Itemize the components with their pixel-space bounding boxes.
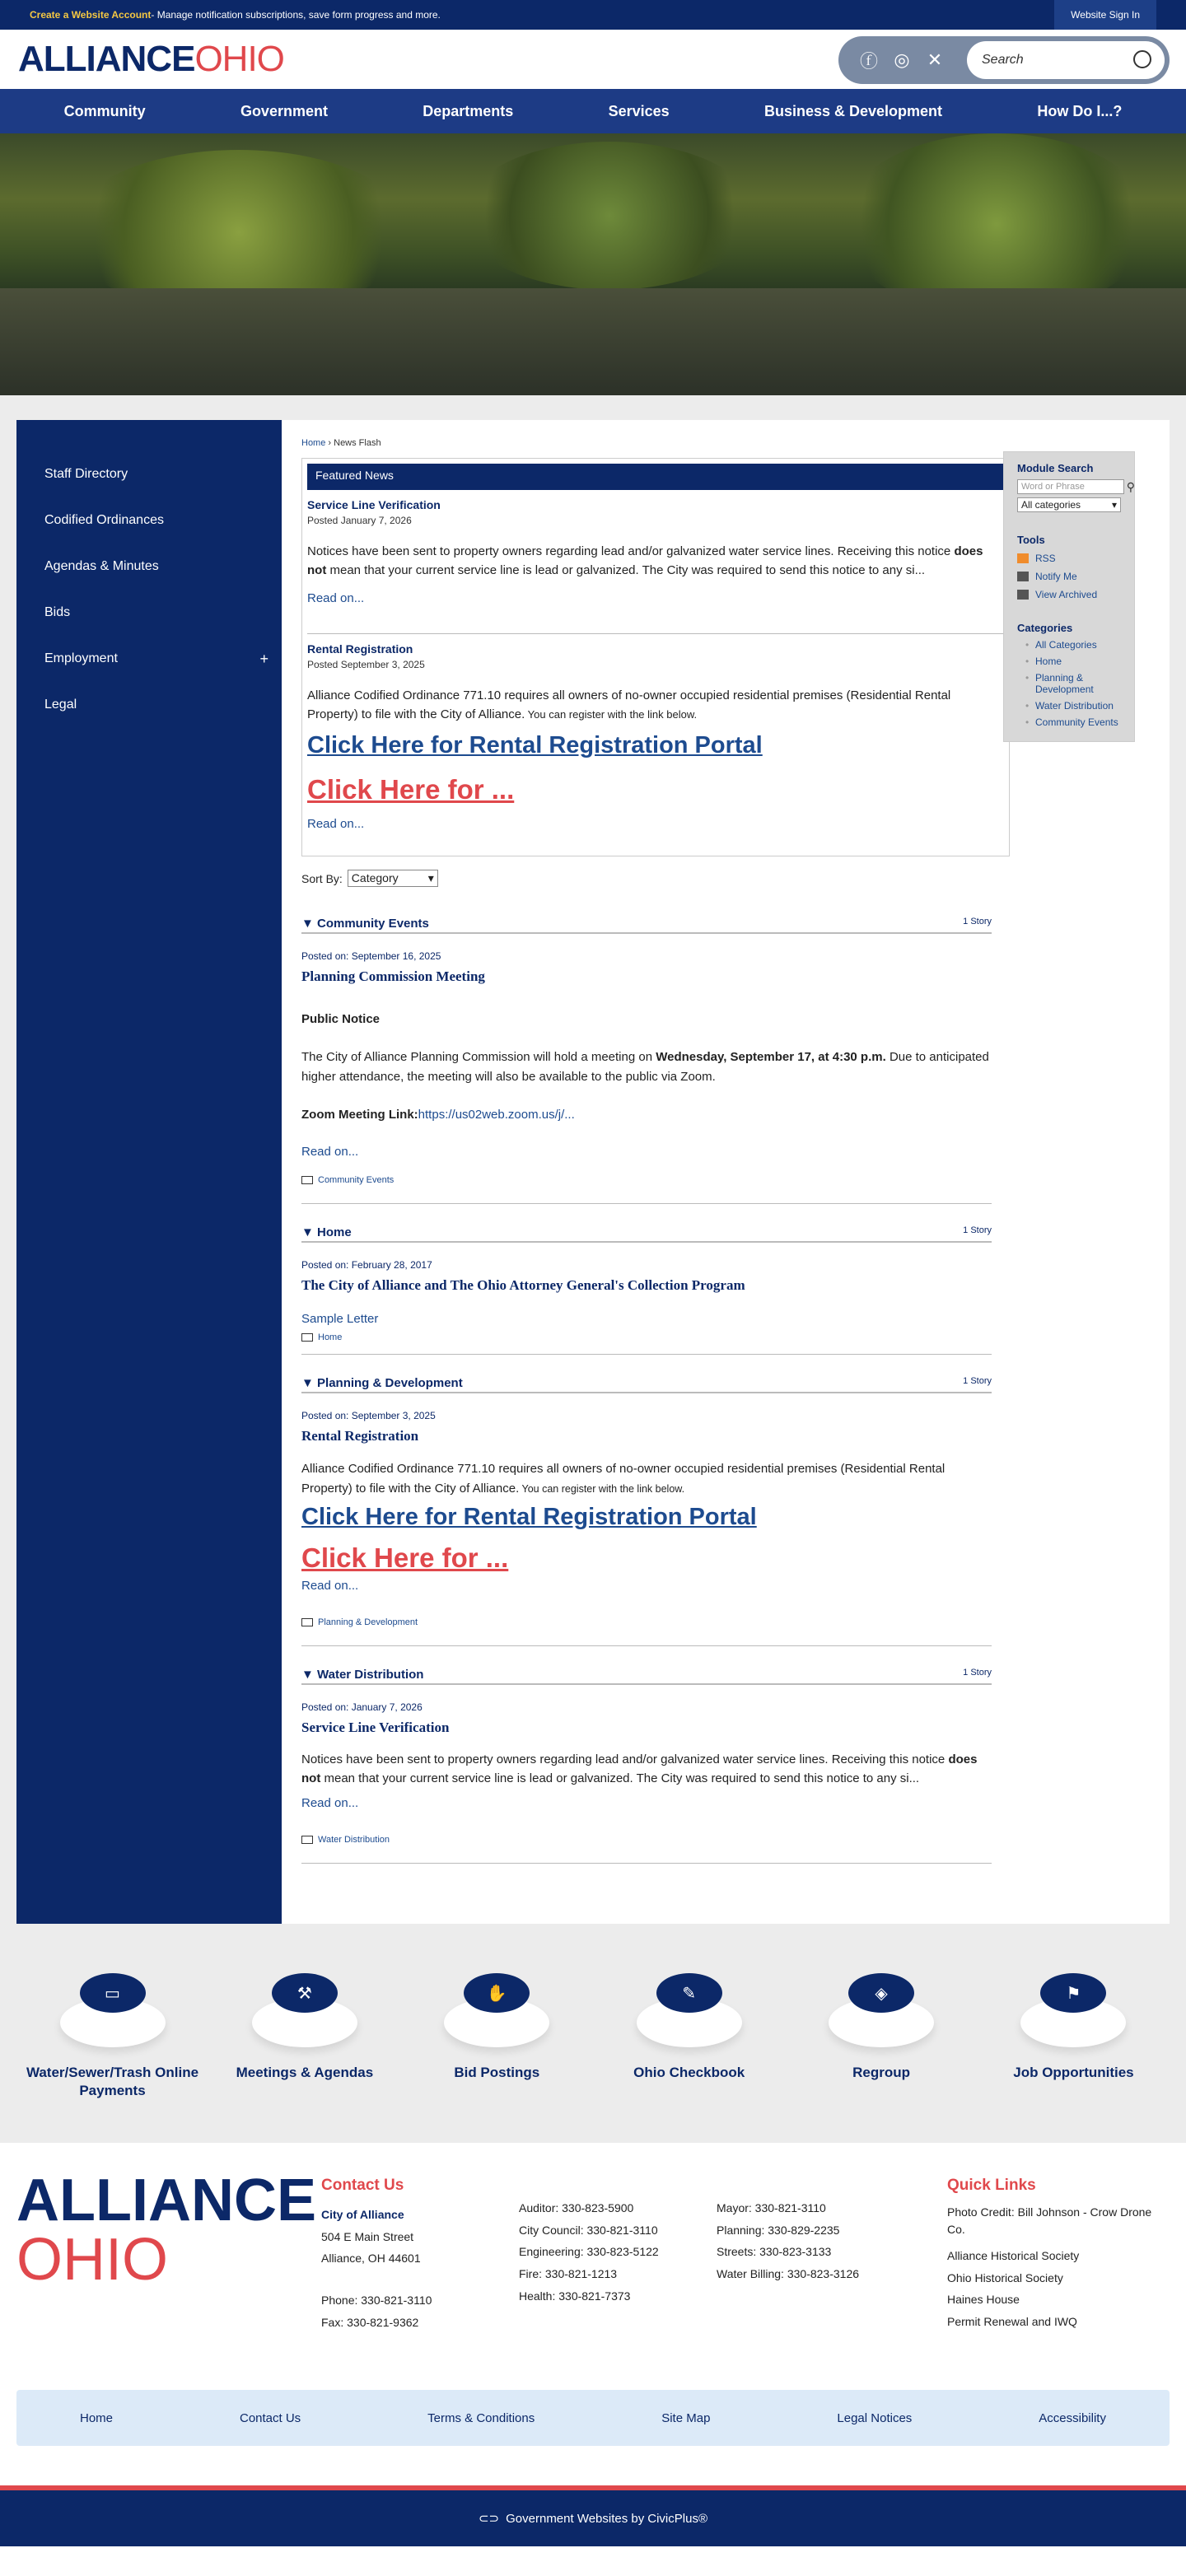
featured-news xyxy=(301,458,1010,856)
footer-contact-col2: Auditor: 330-823-5900 City Council: 330-821-3110 Engineering: 330-823-5122 Fire: 330-821-1213 Health: 330-821-7373 xyxy=(519,2201,659,2303)
nav-government[interactable]: Government xyxy=(240,102,328,119)
search-input[interactable]: Search xyxy=(967,41,1165,79)
rss-link[interactable]: RSS xyxy=(1017,553,1121,564)
main-wrapper xyxy=(0,395,1186,1924)
map-icon: ◈ xyxy=(848,1973,914,2013)
footer-terms-link[interactable]: Terms & Conditions xyxy=(427,2410,535,2425)
quick-icons xyxy=(0,1924,1186,2143)
nav-departments[interactable]: Departments xyxy=(423,102,514,119)
footer-quick-links: Quick Links Photo Credit: Bill Johnson - Crow Drone Co. Alliance Historical Society Ohio Historical Society Haines House Permit Renewal and IWQ xyxy=(947,2171,1170,2390)
site-header xyxy=(0,30,1186,89)
sign-in-button[interactable]: Website Sign In xyxy=(1054,0,1156,30)
featured-title[interactable]: Service Line Verification xyxy=(307,498,441,511)
nav-how-do-i[interactable]: How Do I...? xyxy=(1037,102,1123,119)
gavel-icon: ⚒ xyxy=(272,1973,338,2013)
category-link[interactable]: • Planning & Development xyxy=(1017,672,1121,695)
sidebar-item-bids[interactable]: Bids xyxy=(44,605,71,619)
footer-sitemap-link[interactable]: Site Map xyxy=(661,2410,711,2425)
sample-letter-link[interactable]: Sample Letter xyxy=(301,1312,379,1326)
featured-body: Notices have been sent to property owners regarding lead and/or galvanized water service lines. Receiving this notice does not mean that your current service line is lead or galvanized. The City was required to send this notice to any si... xyxy=(307,544,983,577)
header-tools xyxy=(838,36,1170,84)
create-account-desc: - Manage notification subscriptions, save form progress and more. xyxy=(151,9,441,21)
book-icon xyxy=(301,1176,313,1184)
category-select[interactable]: All categories ▾ xyxy=(1017,497,1121,512)
category-toggle[interactable]: ▼ Home xyxy=(301,1225,352,1239)
quick-icon-meetings[interactable]: ⚒ Meetings & Agendas xyxy=(208,1973,400,2100)
ohio-icon: ✎ xyxy=(656,1973,722,2013)
civicplus-icon: ⊂⊃ xyxy=(478,2512,500,2527)
category-toggle[interactable]: ▼ Water Distribution xyxy=(301,1668,424,1682)
featured-item xyxy=(307,634,1004,831)
hero-image xyxy=(0,133,1186,395)
site-logo[interactable]: ALLIANCEOHIO xyxy=(18,39,284,79)
featured-date: Posted January 7, 2026 xyxy=(307,515,412,526)
footer-legal-link[interactable]: Legal Notices xyxy=(837,2410,913,2425)
rental-portal-link[interactable]: Click Here for Rental Registration Portal xyxy=(301,1504,757,1530)
footer-logo[interactable]: ALLIANCE OHIO xyxy=(16,2168,316,2294)
read-on-link[interactable]: Read on... xyxy=(301,1796,359,1810)
archive-icon xyxy=(1017,590,1029,600)
sidebar-item-employment[interactable]: Employment + xyxy=(44,650,268,667)
nav-business[interactable]: Business & Development xyxy=(763,102,943,119)
view-archived-link[interactable]: View Archived xyxy=(1017,589,1121,600)
category-link[interactable]: • Water Distribution xyxy=(1017,700,1121,712)
briefcase-icon: ⚑ xyxy=(1040,1973,1106,2013)
quick-icon-jobs[interactable]: ⚑ Job Opportunities xyxy=(978,1973,1170,2100)
quick-icon-checkbook[interactable]: ✎ Ohio Checkbook xyxy=(593,1973,785,2100)
breadcrumb: Home › News Flash xyxy=(301,438,381,448)
category-section: ▼ Community Events 1 Story Posted on: September 16, 2025 Planning Commission Meeting Public Notice The City of Alliance Planning Commission will hold a meeting on Wednesday, September 17, at 4:30 p.m. Due to anticipated higher attendance, the meeting will also be available to the public via Zoom. Zoom Meeting Link:https://us02web.zoom.us/j/... Read on... Community Events xyxy=(301,917,992,1204)
footer-nav xyxy=(16,2390,1170,2446)
rental-portal-link[interactable]: Click Here for Rental Registration Portal xyxy=(307,732,763,758)
featured-header: Featured News xyxy=(307,464,1004,490)
category-link[interactable]: • All Categories xyxy=(1017,639,1121,651)
nav-community[interactable]: Community xyxy=(63,102,146,119)
category-section: ▼ Water Distribution 1 Story Posted on: January 7, 2026 Service Line Verification Notices have been sent to property owners regarding lead and/or galvanized water service lines. Receiving this notice does not mean that your current service line is lead or galvanized. The City was required to send this notice to any si... Read on... Water Distribution xyxy=(301,1668,992,1864)
footer-contact-link[interactable]: Contact Us xyxy=(239,2410,301,2425)
expand-icon[interactable]: + xyxy=(259,650,268,667)
quick-icon-payments[interactable]: ▭ Water/Sewer/Trash Online Payments xyxy=(16,1973,208,2100)
featured-date: Posted September 3, 2025 xyxy=(307,659,425,670)
sort-select[interactable]: Category ▾ xyxy=(348,870,438,887)
sidebar-item-agendas[interactable]: Agendas & Minutes xyxy=(44,559,159,573)
book-icon xyxy=(301,1618,313,1626)
quick-icon-regroup[interactable]: ◈ Regroup xyxy=(786,1973,978,2100)
rss-icon xyxy=(1017,553,1029,563)
category-tag[interactable]: Planning & Development xyxy=(301,1617,992,1627)
mail-icon xyxy=(1017,572,1029,581)
instagram-icon[interactable]: ◎ xyxy=(894,49,910,70)
quick-link[interactable]: Haines House xyxy=(947,2293,1020,2307)
quick-icon-bids[interactable]: ✋ Bid Postings xyxy=(401,1973,593,2100)
sort-by: Sort By: Category ▾ xyxy=(301,870,992,887)
category-toggle[interactable]: ▼ Planning & Development xyxy=(301,1376,463,1390)
footer-contact: Contact Us City of Alliance 504 E Main Street Alliance, OH 44601 Phone: 330-821-3110 Fax: 330-821-9362 xyxy=(321,2177,432,2329)
post-title[interactable]: Service Line Verification xyxy=(301,1720,450,1735)
book-icon xyxy=(301,1333,313,1342)
book-icon xyxy=(301,1836,313,1844)
card-icon: ▭ xyxy=(80,1973,146,2013)
post-title[interactable]: Planning Commission Meeting xyxy=(301,968,485,984)
top-bar xyxy=(0,0,1186,30)
breadcrumb-home[interactable]: Home xyxy=(301,438,326,448)
footer xyxy=(0,2143,1186,2390)
category-tag[interactable]: Home xyxy=(301,1332,992,1342)
bottom-bar: ⊂⊃ Government Websites by CivicPlus® xyxy=(0,2485,1186,2546)
category-tag[interactable]: Community Events xyxy=(301,1175,992,1185)
read-on-link[interactable]: Read on... xyxy=(301,1145,359,1159)
quick-link[interactable]: Ohio Historical Society xyxy=(947,2270,1063,2284)
content xyxy=(282,420,992,1924)
footer-accessibility-link[interactable]: Accessibility xyxy=(1039,2410,1106,2425)
main-nav xyxy=(0,89,1186,133)
post-title[interactable]: Rental Registration xyxy=(301,1428,419,1444)
sidebar-item-staff-directory[interactable]: Staff Directory xyxy=(44,467,128,481)
quick-link[interactable]: Alliance Historical Society xyxy=(947,2249,1080,2263)
nav-services[interactable]: Services xyxy=(608,102,670,119)
read-on-link[interactable]: Read on... xyxy=(301,1579,359,1593)
chevron-down-icon: ▾ xyxy=(427,871,434,884)
featured-title[interactable]: Rental Registration xyxy=(307,642,413,656)
footer-contact-col3: Mayor: 330-821-3110 Planning: 330-829-2235 Streets: 330-823-3133 Water Billing: 330-823-3126 xyxy=(717,2201,860,2280)
read-on-link[interactable]: Read on... xyxy=(307,817,365,831)
featured-item xyxy=(307,490,1004,605)
post-title[interactable]: The City of Alliance and The Ohio Attorney General's Collection Program xyxy=(301,1277,745,1293)
zoom-link[interactable]: https://us02web.zoom.us/j/... xyxy=(418,1108,575,1122)
sidebar xyxy=(16,420,282,1924)
click-here-link[interactable]: Click Here for ... xyxy=(307,774,515,805)
read-on-link[interactable]: Read on... xyxy=(307,591,365,605)
sidebar-item-legal[interactable]: Legal xyxy=(44,698,77,712)
sidebar-item-codified-ordinances[interactable]: Codified Ordinances xyxy=(44,513,164,527)
category-section: ▼ Planning & Development 1 Story Posted on: September 3, 2025 Rental Registration Alliance Codified Ordinance 771.10 requires all owners of no-owner occupied residential premises (Residential Rental Property) to file with the City of Alliance. You can register with the link below. Click Here for Rental Registration Portal Click Here for ... Read on... Planning & Development xyxy=(301,1376,992,1646)
x-twitter-icon[interactable]: ✕ xyxy=(927,49,943,70)
facebook-icon[interactable]: ⓕ xyxy=(859,50,878,72)
category-tag[interactable]: Water Distribution xyxy=(301,1835,992,1845)
quick-link[interactable]: Photo Credit: Bill Johnson - Crow Drone Co. xyxy=(947,2205,1152,2237)
handshake-icon: ✋ xyxy=(464,1973,530,2013)
civicplus-link[interactable]: CivicPlus® xyxy=(647,2511,707,2526)
notify-me-link[interactable]: Notify Me xyxy=(1017,571,1121,582)
category-toggle[interactable]: ▼ Community Events xyxy=(301,917,429,931)
module-search-input[interactable]: Word or Phrase ⚲ xyxy=(1017,479,1124,494)
category-link[interactable]: • Home xyxy=(1017,656,1121,667)
main-box xyxy=(16,420,1170,1924)
create-account-link[interactable]: Create a Website Account xyxy=(30,9,152,21)
search-icon: ⚲ xyxy=(1126,480,1135,493)
category-link[interactable]: • Community Events xyxy=(1017,716,1121,728)
click-here-link[interactable]: Click Here for ... xyxy=(301,1542,509,1573)
module-sidebar: Module Search Word or Phrase ⚲ All categories ▾ Tools RSS Notify Me View Archived Categories • All Categories • Home • Planning & Development • Water Distribution • Community Events xyxy=(1003,451,1135,1924)
featured-body: Alliance Codified Ordinance 771.10 requires all owners of no-owner occupied residential premises (Residential Rental Property) to file with the City of Alliance. You can register with the link below. xyxy=(307,688,951,721)
footer-home-link[interactable]: Home xyxy=(79,2410,113,2425)
category-section: ▼ Home 1 Story Posted on: February 28, 2017 The City of Alliance and The Ohio Attorney General's Collection Program Sample Letter Home xyxy=(301,1225,992,1355)
quick-link[interactable]: Permit Renewal and IWQ xyxy=(947,2315,1077,2329)
search-icon[interactable] xyxy=(1133,50,1151,68)
